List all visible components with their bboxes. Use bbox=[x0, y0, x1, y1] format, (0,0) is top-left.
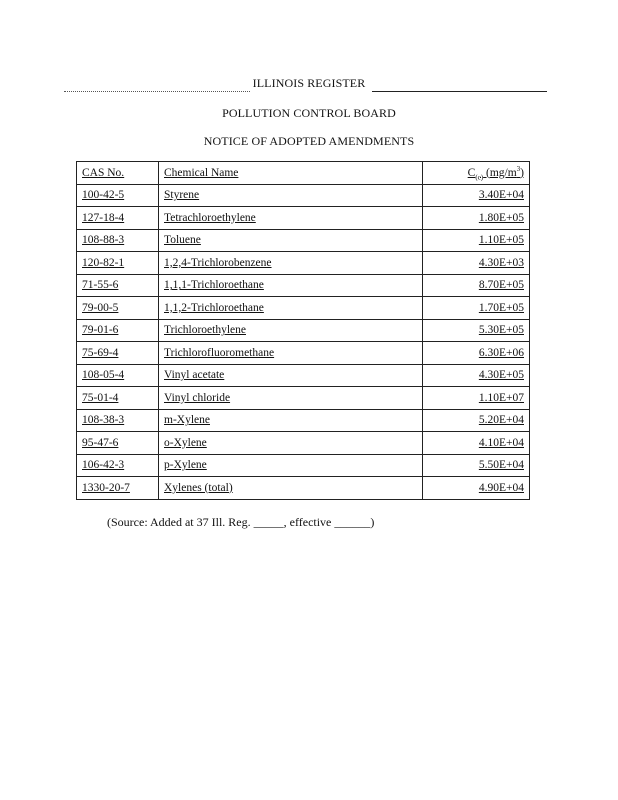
concentration-cell-text: 3.40E+04 bbox=[478, 189, 524, 202]
table-row bbox=[77, 454, 530, 477]
concentration-cell-text: 4.10E+04 bbox=[478, 436, 524, 449]
source-note: (Source: Added at 37 Ill. Reg. _____, effective ______) bbox=[107, 515, 375, 529]
concentration-cell bbox=[423, 409, 530, 432]
chemical-name-cell bbox=[159, 432, 423, 455]
cas-cell bbox=[77, 387, 159, 410]
table-row bbox=[77, 477, 530, 500]
cas-cell-text: 95-47-6 bbox=[82, 436, 119, 449]
concentration-cell-text: 6.30E+06 bbox=[478, 346, 524, 359]
cas-cell bbox=[77, 297, 159, 320]
header-cas: CAS No. bbox=[77, 162, 159, 185]
table-row bbox=[77, 229, 530, 252]
cas-cell-text: 127-18-4 bbox=[82, 211, 125, 224]
cas-cell-text: 79-01-6 bbox=[82, 324, 119, 337]
chemical-name-cell-text: Vinyl acetate bbox=[164, 369, 225, 382]
concentration-cell bbox=[423, 477, 530, 500]
cas-cell-text: 108-05-4 bbox=[82, 369, 125, 382]
chemical-table bbox=[76, 161, 530, 500]
chemical-name-cell bbox=[159, 274, 423, 297]
header-rule-left bbox=[64, 91, 250, 92]
chemical-name-cell bbox=[159, 229, 423, 252]
cas-cell bbox=[77, 274, 159, 297]
cas-cell bbox=[77, 477, 159, 500]
chemical-name-cell-text: o-Xylene bbox=[164, 436, 207, 449]
table-row bbox=[77, 207, 530, 230]
cas-cell-text: 108-38-3 bbox=[82, 414, 125, 427]
table-row bbox=[77, 342, 530, 365]
concentration-cell bbox=[423, 184, 530, 207]
concentration-cell-text: 8.70E+05 bbox=[478, 279, 524, 292]
cas-cell bbox=[77, 207, 159, 230]
cas-cell bbox=[77, 319, 159, 342]
notice-title: NOTICE OF ADOPTED AMENDMENTS bbox=[203, 134, 415, 148]
chemical-name-cell-text: Styrene bbox=[164, 189, 200, 202]
board-title: POLLUTION CONTROL BOARD bbox=[222, 106, 396, 120]
table-row bbox=[77, 387, 530, 410]
concentration-cell bbox=[423, 252, 530, 275]
header-concentration: $C_{(c)}$ $(mg/m^3)$ bbox=[423, 162, 530, 185]
chemical-name-cell bbox=[159, 207, 423, 230]
concentration-cell bbox=[423, 364, 530, 387]
cas-cell-text: 106-42-3 bbox=[82, 459, 125, 472]
chemical-name-cell-text: Xylenes (total) bbox=[164, 481, 233, 494]
concentration-cell bbox=[423, 229, 530, 252]
chemical-name-cell-text: 1,1,1-Trichloroethane bbox=[164, 279, 264, 292]
cas-cell-text: 79-00-5 bbox=[82, 301, 119, 314]
chemical-name-cell bbox=[159, 454, 423, 477]
concentration-cell-text: 4.30E+05 bbox=[478, 369, 524, 382]
chemical-name-cell bbox=[159, 319, 423, 342]
concentration-cell bbox=[423, 387, 530, 410]
chemical-name-cell-text: Trichloroethylene bbox=[164, 324, 246, 337]
table-row bbox=[77, 319, 530, 342]
cas-cell bbox=[77, 342, 159, 365]
cas-cell-text: 120-82-1 bbox=[82, 256, 125, 269]
concentration-cell-text: 1.10E+05 bbox=[478, 234, 524, 247]
chemical-name-cell bbox=[159, 364, 423, 387]
cas-cell-text: 75-01-4 bbox=[82, 391, 119, 404]
concentration-cell-text: 1.10E+07 bbox=[478, 391, 524, 404]
register-title: ILLINOIS REGISTER bbox=[252, 76, 366, 90]
table-row bbox=[77, 364, 530, 387]
chemical-name-cell-text: p-Xylene bbox=[164, 459, 207, 472]
concentration-cell bbox=[423, 207, 530, 230]
table-row bbox=[77, 274, 530, 297]
chemical-name-cell-text: m-Xylene bbox=[164, 414, 210, 427]
chemical-name-cell bbox=[159, 409, 423, 432]
concentration-cell-text: 1.80E+05 bbox=[478, 211, 524, 224]
concentration-cell-text: 5.20E+04 bbox=[478, 414, 524, 427]
cas-cell-text: 108-88-3 bbox=[82, 234, 125, 247]
concentration-cell-text: 4.90E+04 bbox=[478, 481, 524, 494]
cas-cell bbox=[77, 229, 159, 252]
cas-cell bbox=[77, 184, 159, 207]
chemical-name-cell-text: Vinyl chloride bbox=[164, 391, 231, 404]
concentration-cell bbox=[423, 454, 530, 477]
cas-cell bbox=[77, 364, 159, 387]
table-row bbox=[77, 432, 530, 455]
concentration-cell bbox=[423, 319, 530, 342]
chemical-name-cell bbox=[159, 184, 423, 207]
cas-cell-text: 75-69-4 bbox=[82, 346, 119, 359]
chemical-name-cell bbox=[159, 477, 423, 500]
header-chemical-name: Chemical Name bbox=[159, 162, 423, 185]
cas-cell-text: 1330-20-7 bbox=[82, 481, 130, 494]
concentration-cell bbox=[423, 342, 530, 365]
chemical-name-cell bbox=[159, 252, 423, 275]
cas-cell-text: 100-42-5 bbox=[82, 189, 125, 202]
chemical-name-cell-text: Tetrachloroethylene bbox=[164, 211, 256, 224]
table-row bbox=[77, 297, 530, 320]
cas-cell bbox=[77, 409, 159, 432]
header-rule-right bbox=[372, 91, 547, 92]
concentration-cell bbox=[423, 274, 530, 297]
concentration-cell-text: 4.30E+03 bbox=[478, 256, 524, 269]
concentration-cell bbox=[423, 432, 530, 455]
concentration-cell-text: 5.30E+05 bbox=[478, 324, 524, 337]
chemical-name-cell-text: 1,1,2-Trichloroethane bbox=[164, 301, 264, 314]
concentration-cell bbox=[423, 297, 530, 320]
table-header-row bbox=[77, 162, 530, 185]
chemical-name-cell-text: Trichlorofluoromethane bbox=[164, 346, 275, 359]
cas-cell bbox=[77, 432, 159, 455]
chemical-name-cell bbox=[159, 342, 423, 365]
table-row bbox=[77, 184, 530, 207]
concentration-cell-text: 1.70E+05 bbox=[478, 301, 524, 314]
concentration-cell-text: 5.50E+04 bbox=[478, 459, 524, 472]
chemical-name-cell bbox=[159, 297, 423, 320]
cas-cell bbox=[77, 454, 159, 477]
chemical-table-body bbox=[77, 162, 530, 500]
chemical-name-cell-text: 1,2,4-Trichlorobenzene bbox=[164, 256, 272, 269]
chemical-name-cell-text: Toluene bbox=[164, 234, 201, 247]
table-row bbox=[77, 252, 530, 275]
chemical-name-cell bbox=[159, 387, 423, 410]
table-row bbox=[77, 409, 530, 432]
cas-cell bbox=[77, 252, 159, 275]
cas-cell-text: 71-55-6 bbox=[82, 279, 119, 292]
